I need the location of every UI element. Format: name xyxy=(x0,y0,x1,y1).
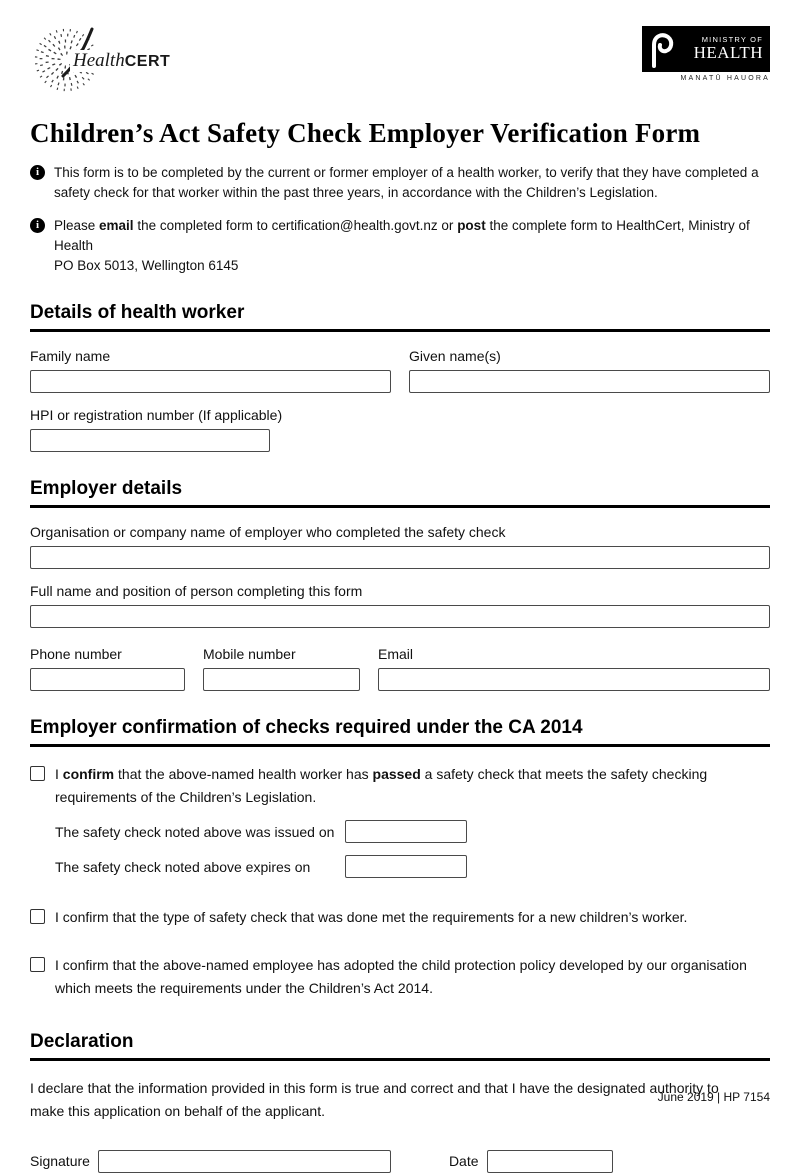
section-heading-employer: Employer details xyxy=(30,478,770,508)
person-field xyxy=(30,583,770,628)
organisation-field xyxy=(30,524,770,569)
declaration-text: I declare that the information provided in this form is true and correct and that I have the designated authority to make this application on behalf of the applicant. xyxy=(30,1080,719,1119)
email-label: Email xyxy=(378,646,414,663)
date-input[interactable] xyxy=(487,1150,613,1173)
given-names-input[interactable] xyxy=(409,370,770,393)
confirm-policy-text: I confirm that the above-named employee has adopted the child protection policy developed by our organisation which meets the requirements under the Children’s Act 2014. xyxy=(55,957,747,996)
healthcert-logo xyxy=(30,26,260,94)
expires-row xyxy=(55,855,770,878)
info-icon: i xyxy=(30,165,45,180)
info-note-2-text: Please email the completed form to certification@health.govt.nz or post the complete form to HealthCert, Ministry of Health PO Box 5013, Wellington 6145 xyxy=(54,217,750,273)
person-input[interactable] xyxy=(30,605,770,628)
mobile-field xyxy=(203,646,360,691)
section-heading-declaration: Declaration xyxy=(30,1031,770,1061)
confirm-passed-checkbox[interactable] xyxy=(30,766,45,781)
health-text: HEALTH xyxy=(693,42,763,62)
given-names-label: Given name(s) xyxy=(409,348,501,365)
manatu-hauora-tagline: MANATŪ HAUORA xyxy=(680,75,770,82)
page-title: Children’s Act Safety Check Employer Verification Form xyxy=(30,118,701,148)
healthcert-wordmark xyxy=(70,50,173,72)
confirm-passed-text: I confirm that the above-named health worker has passed a safety check that meets the safety checking requirements of the Children’s Legislation. xyxy=(55,766,708,805)
phone-field xyxy=(30,646,185,691)
mobile-label: Mobile number xyxy=(203,646,296,663)
ministry-of-health-box xyxy=(642,26,770,72)
ministry-of-health-wordmark xyxy=(676,36,763,63)
issued-date-input[interactable] xyxy=(345,820,467,843)
confirm-type-text: I confirm that the type of safety check that was done met the requirements for a new children’s worker. xyxy=(55,909,688,926)
organisation-input[interactable] xyxy=(30,546,770,569)
healthcert-word-cert: CERT xyxy=(124,53,171,70)
ministry-of-text: MINISTRY OF xyxy=(701,34,763,44)
phone-label: Phone number xyxy=(30,646,122,663)
signature-label: Signature xyxy=(30,1153,90,1170)
confirm-type-checkbox[interactable] xyxy=(30,909,45,924)
section-heading-health-worker: Details of health worker xyxy=(30,302,770,332)
koru-icon xyxy=(646,30,676,68)
name-row xyxy=(30,348,770,393)
expires-date-input[interactable] xyxy=(345,855,467,878)
family-name-field xyxy=(30,348,391,393)
ministry-of-health-logo xyxy=(642,26,770,82)
date-label: Date xyxy=(448,1153,479,1170)
phone-input[interactable] xyxy=(30,668,185,691)
email-field xyxy=(378,646,770,691)
info-note-1-text: This form is to be completed by the current or former employer of a health worker, to verify that they have completed a safety check for that worker within the past three years, in accordance with the Children’s Legislation. xyxy=(54,165,759,201)
hpi-input[interactable] xyxy=(30,429,270,452)
issued-label: The safety check noted above was issued on xyxy=(55,823,335,840)
footer-reference: June 2019 | HP 7154 xyxy=(657,1090,770,1104)
given-names-field xyxy=(409,348,770,393)
hpi-field xyxy=(30,407,770,452)
info-icon: i xyxy=(30,218,45,233)
email-input[interactable] xyxy=(378,668,770,691)
signature-input[interactable] xyxy=(98,1150,391,1173)
healthcert-word-health: Health xyxy=(73,50,125,71)
family-name-label: Family name xyxy=(30,348,111,365)
issued-row xyxy=(55,820,770,843)
family-name-input[interactable] xyxy=(30,370,391,393)
section-heading-confirmation: Employer confirmation of checks required under the CA 2014 xyxy=(30,717,770,747)
confirm-passed-row xyxy=(30,763,770,808)
info-note-2-address: PO Box 5013, Wellington 6145 xyxy=(54,258,239,273)
signature-row xyxy=(30,1150,770,1173)
header xyxy=(30,26,770,98)
info-note-2 xyxy=(30,216,770,277)
confirm-type-row xyxy=(30,906,770,928)
person-label: Full name and position of person completing this form xyxy=(30,583,363,600)
mobile-input[interactable] xyxy=(203,668,360,691)
confirm-policy-checkbox[interactable] xyxy=(30,957,45,972)
info-note-1 xyxy=(30,163,770,204)
confirm-policy-row xyxy=(30,954,770,999)
organisation-label: Organisation or company name of employer who completed the safety check xyxy=(30,524,506,541)
expires-label: The safety check noted above expires on xyxy=(55,858,311,875)
contact-row xyxy=(30,646,770,691)
hpi-label: HPI or registration number (If applicable) xyxy=(30,407,283,424)
